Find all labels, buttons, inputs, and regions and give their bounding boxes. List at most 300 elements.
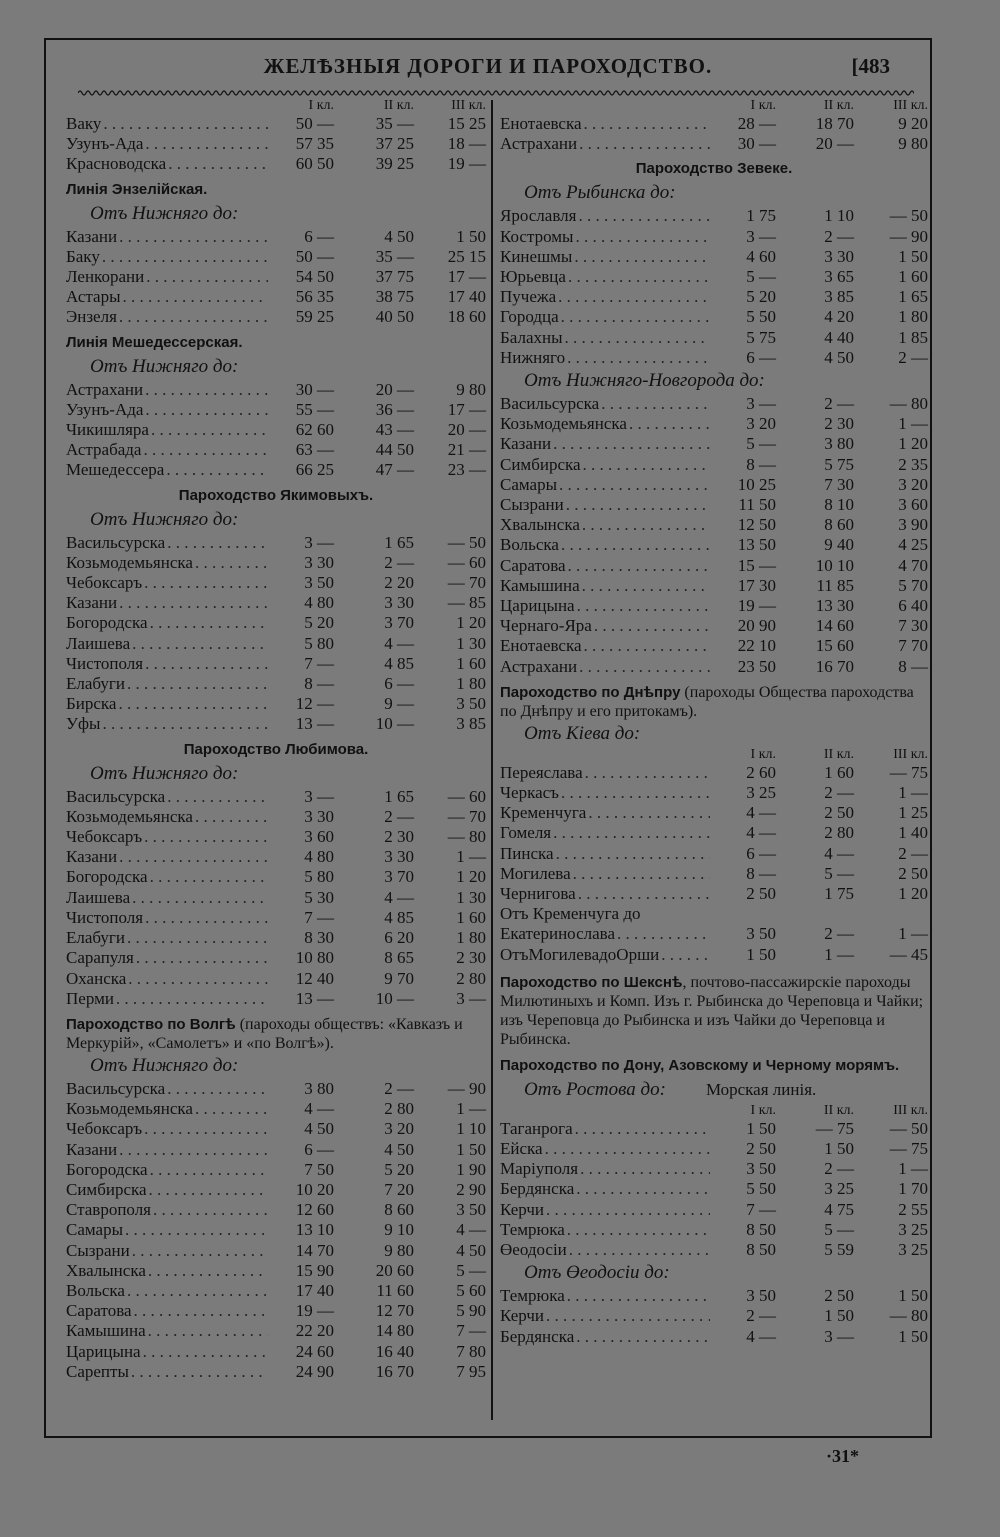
fare-class-2: 2 50: [824, 1286, 854, 1306]
class-header-3: III кл.: [893, 746, 928, 762]
section-subtitle: Отъ Рыбинска до:: [524, 182, 676, 204]
fare-class-3: — 75: [889, 762, 928, 782]
fare-class-3: 1 60: [898, 267, 928, 287]
leader-dots: [195, 807, 268, 827]
fare-class-3: — 50: [889, 1118, 928, 1138]
fare-class-1: 30 —: [737, 134, 776, 154]
fare-class-3: 6 40: [898, 596, 928, 616]
destination-name: Самары: [66, 1220, 123, 1240]
table-row: [500, 1286, 928, 1306]
decorative-wavy-rule: [78, 88, 914, 98]
fare-class-1: 1 50: [746, 944, 776, 964]
destination-name: Кременчуга: [500, 803, 587, 823]
fare-class-2: 2 80: [384, 1099, 414, 1119]
leader-dots: [145, 134, 268, 154]
leader-dots: [578, 206, 710, 226]
destination-name: Екатеринослава: [500, 924, 616, 944]
leader-dots: [574, 247, 710, 267]
fare-class-1: 6 —: [304, 1139, 334, 1159]
fare-class-2: 3 30: [384, 847, 414, 867]
fare-class-2: 4 50: [384, 1139, 414, 1159]
fare-class-3: 1 60: [456, 653, 486, 673]
fare-class-2: 1 —: [824, 944, 854, 964]
fare-class-2: 4 —: [384, 887, 414, 907]
destination-name: Юрьевца: [500, 267, 566, 287]
destination-name: Ваку: [66, 114, 102, 133]
fare-class-3: 4 —: [456, 1220, 486, 1240]
fare-class-3: 3 85: [456, 714, 486, 734]
destination-name: Бердянска: [500, 1326, 575, 1346]
table-row: [500, 884, 928, 904]
fare-class-1: 12 40: [295, 968, 334, 988]
leader-dots: [168, 154, 268, 174]
section-subtitle: Отъ Нижняго до:: [90, 202, 239, 224]
fare-class-3: 15 25: [447, 114, 486, 133]
destination-name: Чернигова: [500, 884, 576, 904]
destination-name: Переяслава: [500, 762, 583, 782]
destination-name: Чебоксаръ: [66, 1119, 143, 1139]
fare-class-1: 24 60: [295, 1341, 334, 1361]
fare-class-1: 1 75: [746, 206, 776, 226]
fare-class-3: — 80: [889, 1306, 928, 1326]
fare-class-2: 18 70: [815, 114, 854, 133]
fare-class-3: 2 35: [898, 454, 928, 474]
leader-dots: [127, 1281, 268, 1301]
fare-class-2: 8 10: [824, 495, 854, 515]
fare-class-3: 21 —: [447, 440, 486, 460]
fare-class-1: 4 —: [304, 1099, 334, 1119]
fare-class-1: 5 30: [304, 887, 334, 907]
leader-dots: [617, 924, 710, 944]
fare-class-3: 2 90: [456, 1179, 486, 1199]
class-header-1: I кл.: [750, 98, 776, 113]
subtitle-row: [500, 1077, 928, 1103]
table-row: [500, 455, 928, 475]
fare-class-2: 1 65: [384, 532, 414, 552]
leader-dots: [116, 989, 268, 1009]
leader-dots: [553, 823, 710, 843]
table-row: [500, 247, 928, 267]
fare-class-2: 16 40: [375, 1341, 414, 1361]
table-row: [500, 267, 928, 287]
table-row: [500, 287, 928, 307]
leader-dots: [102, 714, 268, 734]
fare-class-1: 19 —: [737, 596, 776, 616]
fare-class-1: 22 20: [295, 1321, 334, 1341]
table-row: [500, 783, 928, 803]
table-row: [500, 924, 928, 944]
fare-class-2: 9 70: [384, 968, 414, 988]
table-row: [66, 1079, 486, 1099]
right-column: [500, 98, 928, 1347]
destination-name: Васильсурска: [66, 532, 166, 552]
table-row: [66, 1180, 486, 1200]
leader-dots: [561, 783, 710, 803]
fare-class-1: 7 —: [746, 1199, 776, 1219]
table-row: [500, 307, 928, 327]
fare-class-2: 6 20: [384, 928, 414, 948]
table-row: [500, 616, 928, 636]
fare-class-1: 10 25: [737, 474, 776, 494]
destination-name: Чебоксаръ: [66, 573, 143, 593]
fare-class-1: 15 90: [295, 1260, 334, 1280]
table-row: [500, 763, 928, 783]
table-row: [66, 1261, 486, 1281]
fare-class-3: 3 50: [456, 1200, 486, 1220]
fare-class-3: 4 50: [456, 1240, 486, 1260]
destination-name: Казани: [66, 593, 118, 613]
destination-name: Царицына: [66, 1341, 141, 1361]
table-row: [66, 948, 486, 968]
fare-class-1: 6 —: [746, 843, 776, 863]
fare-class-1: 2 —: [746, 1306, 776, 1326]
fare-class-2: 3 30: [384, 593, 414, 613]
fare-class-3: 7 —: [456, 1321, 486, 1341]
fare-class-2: 20 60: [375, 1260, 414, 1280]
fare-class-2: 3 85: [824, 287, 854, 307]
destination-name: Кинешмы: [500, 246, 573, 266]
destination-name: Узунъ-Ада: [66, 134, 144, 154]
leader-dots: [568, 267, 710, 287]
fare-class-1: 6 —: [304, 226, 334, 246]
fare-class-2: 4 50: [824, 347, 854, 367]
fare-class-3: 20 —: [447, 420, 486, 440]
section-title: Пароходство по Дону, Азовскому и Черному морямъ.: [500, 1056, 900, 1074]
table-row: [66, 1301, 486, 1321]
fare-class-1: 4 50: [304, 1119, 334, 1139]
destination-name: Ставрополя: [66, 1200, 151, 1220]
fare-class-3: 3 60: [898, 495, 928, 515]
fare-class-2: 2 —: [824, 783, 854, 803]
table-row: [500, 495, 928, 515]
section-note: , почтово-пассажирскіе пароходы Милютиныхъ и Комп. Изъ г. Рыбинска до Череповца и Чайки; изъ Череповца до Рыбинска и изъ Чайки до Череповца и Рыбинска.: [500, 973, 924, 1048]
fare-class-2: 1 10: [824, 206, 854, 226]
fare-class-3: — 90: [889, 226, 928, 246]
fare-class-3: 1 50: [898, 1286, 928, 1306]
leader-dots: [579, 134, 710, 154]
leader-dots: [578, 884, 710, 904]
fare-class-1: 5 20: [746, 287, 776, 307]
table-row: [66, 654, 486, 674]
fare-class-3: 1 50: [456, 226, 486, 246]
table-row: [66, 787, 486, 807]
table-row: [500, 206, 928, 226]
destination-name: Ленкорани: [66, 267, 145, 287]
fare-class-1: 7 —: [304, 653, 334, 673]
table-row: [66, 1160, 486, 1180]
fare-class-2: 37 75: [375, 267, 414, 287]
table-row: [66, 380, 486, 400]
fare-table: [66, 787, 486, 1009]
table-row: [66, 573, 486, 593]
destination-name: Астары: [66, 287, 121, 307]
destination-name: Өеодосіи: [500, 1239, 567, 1259]
fare-class-1: 10 20: [295, 1179, 334, 1199]
fare-class-2: 10 —: [375, 714, 414, 734]
fare-class-2: 20 —: [375, 379, 414, 399]
table-row: [66, 227, 486, 247]
destination-name: Пинска: [500, 843, 554, 863]
table-row: [66, 247, 486, 267]
fare-class-1: 8 —: [746, 454, 776, 474]
leader-dots: [145, 654, 268, 674]
leader-dots: [559, 475, 710, 495]
fare-class-1: 50 —: [295, 246, 334, 266]
leader-dots: [118, 694, 268, 714]
fare-class-2: 12 70: [375, 1301, 414, 1321]
fare-class-2: 1 60: [824, 762, 854, 782]
fare-class-2: 3 65: [824, 267, 854, 287]
fare-class-1: 3 —: [746, 394, 776, 414]
table-row: [66, 1241, 486, 1261]
section-subtitle: Отъ Өеодосіи до:: [524, 1262, 670, 1284]
destination-name: Маріуполя: [500, 1159, 579, 1179]
fare-class-1: 3 50: [304, 573, 334, 593]
leader-dots: [573, 864, 710, 884]
destination-name: Васильсурска: [66, 786, 166, 806]
table-row: [500, 864, 928, 884]
table-row: [500, 636, 928, 656]
leader-dots: [132, 1241, 268, 1261]
leader-dots: [568, 556, 710, 576]
class-header-2: II кл.: [383, 98, 414, 113]
table-row: [66, 154, 486, 174]
fare-class-3: 3 25: [898, 1219, 928, 1239]
fare-class-1: 5 50: [746, 307, 776, 327]
fare-table: [66, 1079, 486, 1382]
fare-class-2: 35 —: [375, 246, 414, 266]
fare-class-2: 9 80: [384, 1240, 414, 1260]
class-header-2: II кл.: [823, 98, 854, 113]
destination-name: Красноводска: [66, 154, 167, 174]
leader-dots: [123, 287, 268, 307]
table-row: [500, 657, 928, 677]
leader-dots: [103, 114, 268, 134]
fare-class-2: 3 —: [824, 1326, 854, 1346]
table-row: [500, 1179, 928, 1199]
fare-class-3: — 70: [447, 573, 486, 593]
fare-class-1: 5 20: [304, 613, 334, 633]
leader-dots: [149, 1180, 268, 1200]
table-row: [500, 844, 928, 864]
leader-dots: [546, 1200, 710, 1220]
fare-class-1: 8 —: [746, 863, 776, 883]
route-note: Отъ Кременчуга до: [500, 904, 641, 924]
fare-class-2: 9 40: [824, 535, 854, 555]
leader-dots: [583, 455, 710, 475]
destination-name: Козьмодемьянска: [500, 414, 627, 434]
fare-class-3: 1 30: [456, 887, 486, 907]
fare-class-3: 3 50: [456, 694, 486, 714]
table-row: [66, 287, 486, 307]
section-title: Пароходство по Волгѣ: [66, 1015, 236, 1033]
destination-name: Елабуги: [66, 928, 125, 948]
fare-class-2: 4 —: [384, 633, 414, 653]
destination-name: Баку: [66, 246, 100, 266]
destination-name: Камышина: [500, 575, 580, 595]
section-paragraph: [500, 973, 928, 1049]
fare-class-3: 1 80: [898, 307, 928, 327]
fare-class-2: 2 30: [824, 414, 854, 434]
destination-name: Козьмодемьянска: [66, 806, 193, 826]
leader-dots: [119, 847, 268, 867]
fare-table: [500, 114, 928, 154]
fare-class-3: 3 —: [456, 988, 486, 1008]
class-header-3: III кл.: [893, 1102, 928, 1118]
destination-name: Вольска: [500, 535, 559, 555]
destination-name: Казани: [500, 434, 552, 454]
fare-class-2: 2 50: [824, 803, 854, 823]
fare-class-2: 10 10: [815, 555, 854, 575]
leader-dots: [566, 495, 710, 515]
table-row: [500, 945, 928, 965]
fare-class-1: 57 35: [295, 134, 334, 154]
fare-class-3: 2 50: [898, 863, 928, 883]
destination-name: Чернаго-Яра: [500, 616, 592, 636]
leader-dots: [594, 616, 710, 636]
table-row: [66, 460, 486, 480]
table-row: [66, 1119, 486, 1139]
leader-dots: [577, 596, 710, 616]
fare-class-3: 5 —: [456, 1260, 486, 1280]
fare-class-2: 2 —: [384, 806, 414, 826]
fare-class-2: 14 60: [815, 616, 854, 636]
fare-class-3: 2 —: [898, 843, 928, 863]
destination-name: Оханска: [66, 968, 127, 988]
leader-dots: [195, 553, 268, 573]
fare-class-3: 1 —: [898, 1159, 928, 1179]
table-row: [66, 867, 486, 887]
destination-name: Васильсурска: [500, 394, 600, 414]
section-subtitle: Отъ Нижняго до:: [90, 355, 239, 377]
destination-name: Могилева: [500, 863, 571, 883]
fare-class-1: 3 —: [304, 786, 334, 806]
fare-class-3: 17 40: [447, 287, 486, 307]
leader-dots: [148, 1261, 268, 1281]
fare-class-2: 5 —: [824, 863, 854, 883]
destination-name: Богородска: [66, 1159, 148, 1179]
fare-class-2: 16 70: [815, 656, 854, 676]
leader-dots: [145, 908, 268, 928]
leader-dots: [127, 928, 268, 948]
fare-class-1: 5 —: [746, 267, 776, 287]
fare-class-1: 3 —: [304, 532, 334, 552]
section-title: Пароходство по Шекснѣ: [500, 973, 683, 991]
fare-class-3: 1 10: [456, 1119, 486, 1139]
fare-class-1: 17 30: [737, 575, 776, 595]
fare-table: [500, 394, 928, 677]
fare-class-1: 17 40: [295, 1280, 334, 1300]
table-row: [66, 1342, 486, 1362]
column-divider: [491, 100, 493, 1420]
destination-name: Казани: [66, 226, 118, 246]
fare-class-3: 1 —: [898, 924, 928, 944]
table-row: [500, 227, 928, 247]
leader-dots: [629, 414, 710, 434]
fare-class-2: 3 20: [384, 1119, 414, 1139]
leader-dots: [119, 227, 268, 247]
destination-name: Астрабада: [66, 440, 142, 460]
fare-class-3: 1 —: [898, 783, 928, 803]
fare-class-3: — 45: [889, 944, 928, 964]
fare-class-2: 3 70: [384, 867, 414, 887]
fare-class-2: 5 20: [384, 1159, 414, 1179]
fare-table: [500, 763, 928, 904]
fare-class-3: 3 20: [898, 474, 928, 494]
table-row: [500, 1327, 928, 1347]
leader-dots: [167, 787, 268, 807]
fare-class-3: 1 40: [898, 823, 928, 843]
fare-class-1: 59 25: [295, 307, 334, 327]
table-row: [66, 928, 486, 948]
fare-class-1: 8 50: [746, 1239, 776, 1259]
fare-class-2: 3 30: [824, 246, 854, 266]
fare-class-2: 7 20: [384, 1179, 414, 1199]
fare-class-2: 8 60: [824, 515, 854, 535]
destination-name: Самары: [500, 474, 557, 494]
destination-name: Сызрани: [500, 495, 564, 515]
fare-class-1: 7 50: [304, 1159, 334, 1179]
fare-class-2: 8 65: [384, 948, 414, 968]
fare-class-2: — 75: [815, 1118, 854, 1138]
destination-name: Ярославля: [500, 206, 577, 226]
fare-class-2: 1 50: [824, 1138, 854, 1158]
table-row: [66, 593, 486, 613]
fare-class-1: 11 50: [738, 495, 776, 515]
leader-dots: [567, 1286, 710, 1306]
fare-class-2: 6 —: [384, 674, 414, 694]
fare-class-3: 1 80: [456, 928, 486, 948]
fare-class-3: 1 —: [898, 414, 928, 434]
table-row: [500, 1119, 928, 1139]
table-row: [66, 114, 486, 134]
leader-dots: [144, 1119, 268, 1139]
fare-class-1: 4 60: [746, 246, 776, 266]
table-row: [66, 440, 486, 460]
leader-dots: [567, 1220, 710, 1240]
destination-name: Балахны: [500, 327, 563, 347]
fare-class-1: 5 80: [304, 633, 334, 653]
table-row: [66, 847, 486, 867]
fare-table: [500, 924, 928, 964]
section-title: Пароходство Якимовыхъ.: [178, 486, 374, 504]
fare-class-1: 66 25: [295, 460, 334, 480]
leader-dots: [153, 1200, 268, 1220]
fare-class-2: 9 10: [384, 1220, 414, 1240]
table-row: [500, 1306, 928, 1326]
table-row: [500, 556, 928, 576]
fare-class-3: 2 30: [456, 948, 486, 968]
table-row: [66, 908, 486, 928]
fare-class-2: 2 20: [384, 573, 414, 593]
section-title: Пароходство Зевеке.: [635, 160, 793, 178]
fare-class-1: 5 80: [304, 867, 334, 887]
fare-class-3: — 90: [447, 1078, 486, 1098]
leader-dots: [146, 267, 268, 287]
destination-name: Казани: [66, 847, 118, 867]
fare-class-1: 63 —: [295, 440, 334, 460]
fare-class-1: 12 50: [737, 515, 776, 535]
fare-class-2: 8 60: [384, 1200, 414, 1220]
fare-class-2: 2 30: [384, 827, 414, 847]
section-subtitle: Отъ Кіева до:: [524, 722, 641, 744]
leader-dots: [575, 227, 710, 247]
destination-name: Бирска: [66, 694, 117, 714]
fare-class-2: 9 —: [384, 694, 414, 714]
leader-dots: [588, 803, 710, 823]
table-row: [500, 414, 928, 434]
leader-dots: [132, 888, 268, 908]
